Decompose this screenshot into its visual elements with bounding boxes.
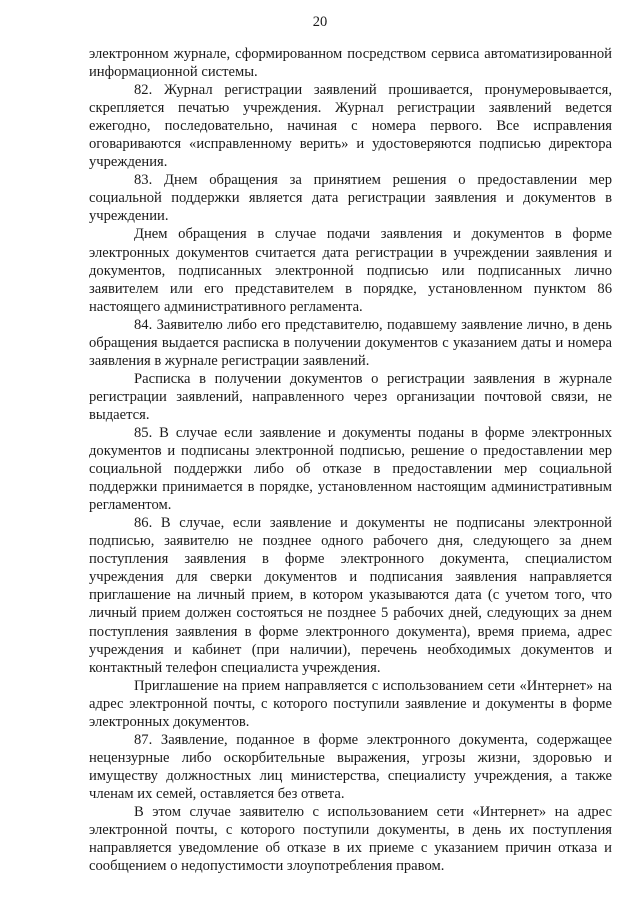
paragraph-84: 84. Заявителю либо его представителю, подавшему заявление лично, в день обращения выдается расписка в получении документов с указанием даты и номера заявления в журнале регистрации заявлений. [89, 316, 612, 369]
paragraph-87: 87. Заявление, поданное в форме электронного документа, содержащее нецензурные либо оскорбительные выражения, угрозы жизни, здоровью и имуществу должностных лиц министерства, специалисту учреждения, а также членам их семей, оставляется без ответа. [89, 731, 612, 802]
paragraph-continuation: электронном журнале, сформированном посредством сервиса автоматизированной информационной системы. [89, 46, 612, 81]
paragraph-84-postal: Расписка в получении документов о регистрации заявления в журнале регистрации заявлений, направленного через организации почтовой связи, не выдается. [89, 370, 612, 423]
paragraph-86-invitation: Приглашение на прием направляется с использованием сети «Интернет» на адрес электронной почты, с которого поступили заявление и документы в форме электронных документов. [89, 677, 612, 730]
paragraph-86: 86. В случае, если заявление и документы не подписаны электронной подписью, заявителю не позднее одного рабочего дня, следующего за днем поступления заявления в форме электронного документа, специалистом учреждения для сверки документов и подписания заявления направляется приглашение на личный прием, в котором указываются дата (с учетом того, что личный прием должен состояться не позднее 5 рабочих дней, следующих за днем поступления заявления в форме электронного документа), время приема, адрес учреждения и кабинет (при наличии), перечень необходимых документов и контактный телефон специалиста учреждения. [89, 515, 612, 676]
paragraph-83: 83. Днем обращения за принятием решения о предоставлении мер социальной поддержки является дата регистрации заявления и документов в учреждении. [89, 172, 612, 225]
paragraph-82: 82. Журнал регистрации заявлений прошивается, пронумеровывается, скрепляется печатью учреждения. Журнал регистрации заявлений ведется ежегодно, последовательно, начиная с номера первого. Все исправления оговариваются «исправленному верить» и удостоверяются подписью директора учреждения. [89, 82, 612, 171]
paragraph-87-notice: В этом случае заявителю с использованием сети «Интернет» на адрес электронной почты, с которого поступили документы, в день их поступления направляется уведомление об отказе в их приеме с указанием причин отказа и сообщением о недопустимости злоупотребления правом. [89, 803, 612, 875]
paragraph-85: 85. В случае если заявление и документы поданы в форме электронных документов и подписаны электронной подписью, решение о предоставлении мер социальной поддержки либо об отказе в предоставлении мер социальной поддержки принимается в порядке, установленном настоящим административным регламентом. [89, 424, 612, 514]
page-number: 20 [312, 14, 328, 30]
paragraph-83-electronic: Днем обращения в случае подачи заявления и документов в форме электронных документов считается дата регистрации в учреждении заявления и документов, подписанных электронной подписью или подписанных лично заявителем или его представителем в порядке, установленном пунктом 86 настоящего административного регламента. [89, 226, 612, 315]
document-body [89, 45, 612, 875]
